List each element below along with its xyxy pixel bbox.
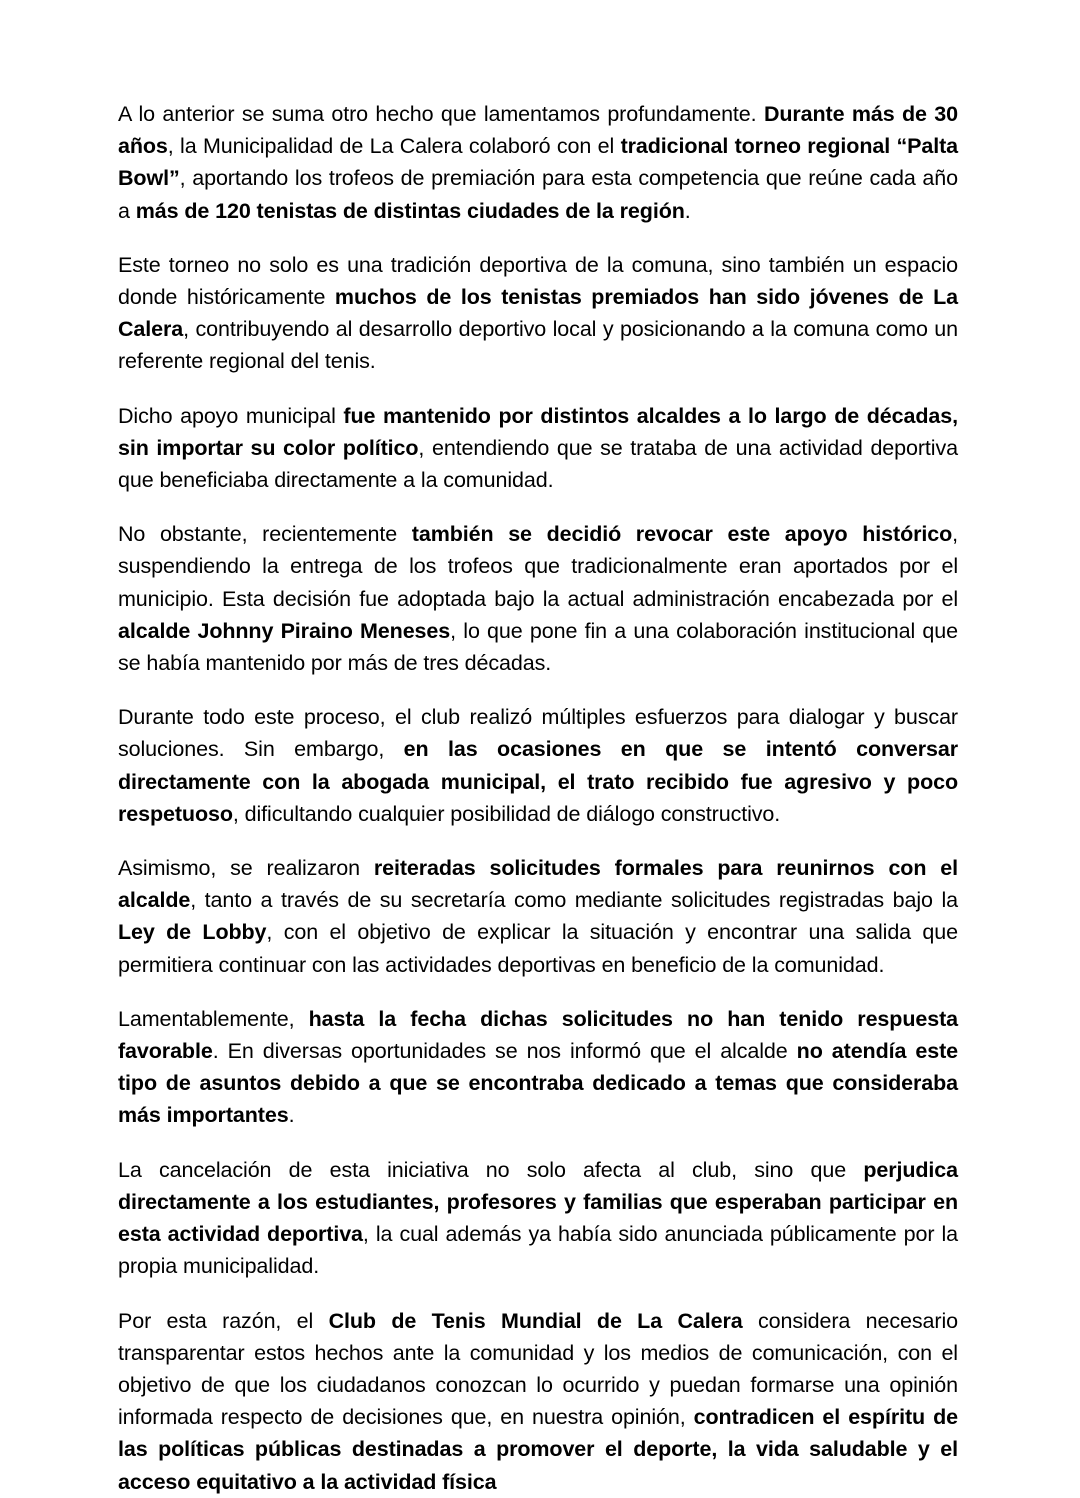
text-run: considera necesario transparentar estos hechos ante la comunidad y los medios de comunicación, con el objetivo de que los ciudadanos conozcan lo ocurrido y puedan formarse una opinión informada respecto de decisiones que, en nuestra opinión, [118,1308,958,1430]
text-run: A lo anterior se suma otro hecho que lamentamos profundamente. [118,102,764,126]
text-run-bold: reiteradas solicitudes formales para reunirnos con el alcalde [118,856,958,913]
text-run-bold: hasta la fecha dichas solicitudes no han tenido respuesta favorable [118,1006,958,1064]
paragraph [118,98,958,227]
text-run-bold: muchos de los tenistas premiados han sido jóvenes de La Calera [118,285,959,342]
text-run: , aportando los trofeos de premiación para esta competencia que reúne cada año a [118,166,958,223]
text-run: , lo que pone fin a una colaboración institucional que se había mantenido por más de tres décadas. [118,618,959,676]
text-run-bold: fue mantenido por distintos alcaldes a lo largo de décadas, sin importar su color político [118,403,958,460]
text-run-bold: Club de Tenis Mundial de La Calera [328,1308,743,1333]
paragraph [118,1003,958,1132]
text-run: , la cual además ya había sido anunciada públicamente por la propia municipalidad. [118,1222,958,1279]
text-run: , tanto a través de su secretaría como mediante solicitudes registradas bajo la [190,888,958,913]
text-run: . En diversas oportunidades se nos informó que el alcalde [212,1039,797,1064]
paragraph [118,701,958,830]
text-run: La cancelación de esta iniciativa no solo afecta al club, sino que [118,1157,864,1182]
text-run: . [684,198,691,223]
text-run-bold: también se decidió revocar este apoyo histórico [411,522,953,547]
text-run: Este torneo no solo es una tradición deportiva de la comuna, sino también un espacio donde históricamente [118,252,958,310]
paragraph [118,249,958,378]
text-run: , suspendiendo la entrega de los trofeos que tradicionalmente eran aportados por el municipio. Esta decisión fue adoptada bajo la actual administración encabezada por el [118,522,959,611]
document-body [118,98,958,1498]
text-run: , la Municipalidad de La Calera colaboró con el [167,134,621,159]
text-run: , con el objetivo de explicar la situación y encontrar una salida que permitiera continuar con las actividades deportivas en beneficio de la comunidad. [118,920,958,977]
text-run-bold: más de 120 tenistas de distintas ciudades de la región [135,198,685,223]
text-run-bold: Ley de Lobby [118,920,267,945]
paragraph [118,1305,958,1498]
paragraph [118,518,958,679]
text-run: Durante todo este proceso, el club realizó múltiples esfuerzos para dialogar y buscar soluciones. Sin embargo, [118,705,958,762]
text-run-bold: no atendía este tipo de asuntos debido a que se encontraba dedicado a temas que consideraba más importantes [118,1039,959,1128]
text-run: Por esta razón, el [118,1308,329,1333]
text-run-bold: perjudica directamente a los estudiantes, profesores y familias que esperaban participar en esta actividad deportiva [118,1157,958,1247]
text-run: Lamentablemente, [118,1006,309,1031]
paragraph [118,400,958,497]
text-run: Asimismo, se realizaron [118,856,374,881]
text-run-bold: en las ocasiones en que se intentó conversar directamente con la abogada municipal, el trato recibido fue agresivo y poco respetuoso [118,737,958,826]
text-run-bold: tradicional torneo regional “Palta Bowl” [118,134,959,191]
text-run-bold: contradicen el espíritu de las políticas públicas destinadas a promover el deporte, la vida saludable y el acceso equitativo a la actividad física [118,1405,958,1494]
text-run: , contribuyendo al desarrollo deportivo local y posicionando a la comuna como un referente regional del tenis. [118,317,958,374]
text-run: , entendiendo que se trataba de una actividad deportiva que beneficiaba directamente a la comunidad. [118,435,958,493]
text-run: . [288,1103,295,1128]
text-run: Dicho apoyo municipal [118,403,344,428]
text-run: , dificultando cualquier posibilidad de diálogo constructivo. [232,801,781,826]
text-run-bold: alcalde Johnny Piraino Meneses [118,618,451,643]
text-run: No obstante, recientemente [118,522,412,547]
paragraph [118,1154,958,1283]
paragraph [118,852,958,981]
text-run-bold: Durante más de 30 años [118,102,958,159]
